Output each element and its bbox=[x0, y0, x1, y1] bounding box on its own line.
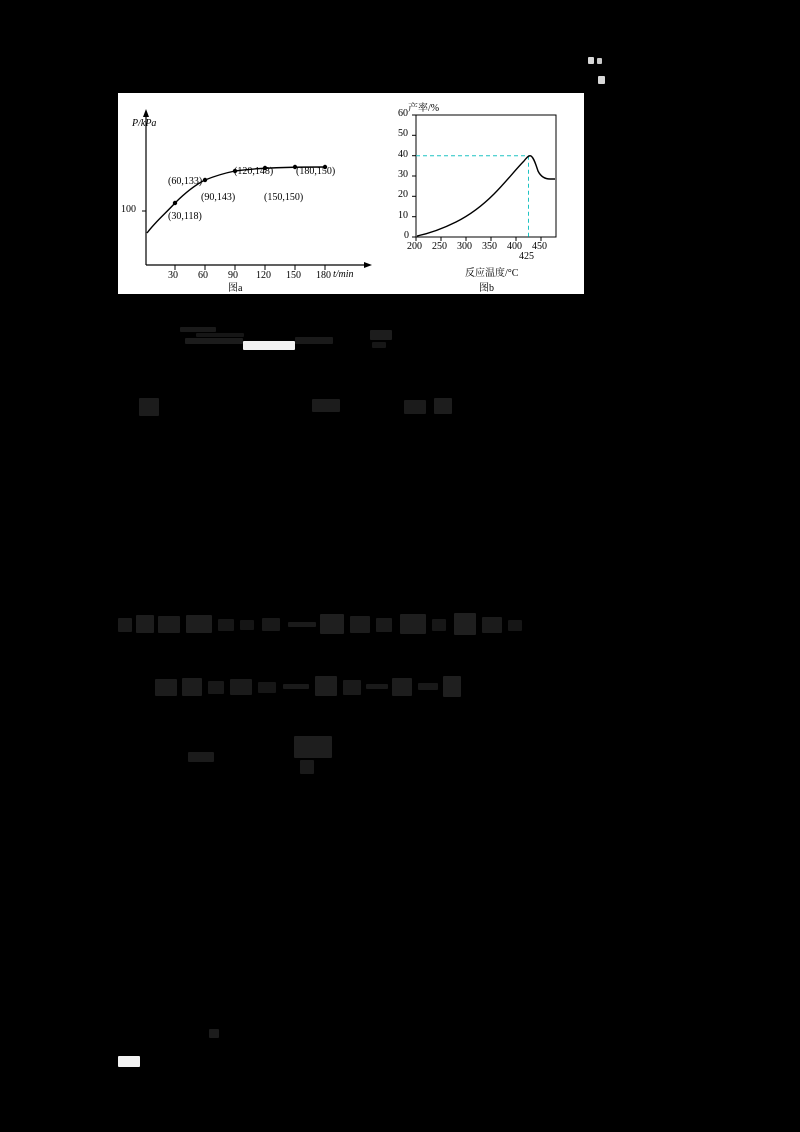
text-mark-line3-b bbox=[294, 736, 332, 758]
figure-panel bbox=[118, 93, 584, 294]
chart-b-ytick-30: 30 bbox=[398, 169, 408, 180]
equation2-mark-10 bbox=[392, 678, 412, 696]
equation2-mark-9 bbox=[366, 684, 388, 689]
mark-top-right-2 bbox=[597, 58, 602, 64]
chart-a-xtick-1: 60 bbox=[198, 270, 208, 281]
chart-b-ytick-50: 50 bbox=[398, 128, 408, 139]
chart-a-point-label-120: (120,148) bbox=[234, 166, 274, 177]
chart-b-xtick-250: 250 bbox=[432, 241, 447, 252]
text-mark-line3-a bbox=[188, 752, 214, 762]
chart-b-ytick-40: 40 bbox=[398, 149, 408, 160]
text-mark-line2-a bbox=[139, 398, 159, 416]
chart-a-xtick-5: 180 bbox=[316, 270, 331, 281]
text-mark-line1-e bbox=[295, 337, 333, 344]
text-mark-line2-c bbox=[404, 400, 426, 414]
equation-mark-8 bbox=[288, 622, 316, 627]
chart-b-xtick-350: 350 bbox=[482, 241, 497, 252]
chart-b-ytick-0: 0 bbox=[404, 230, 409, 241]
chart-b-caption: 图b bbox=[479, 283, 494, 294]
chart-b-xtick-450: 450 bbox=[532, 241, 547, 252]
equation-mark-12 bbox=[400, 614, 426, 634]
chart-a-ylabel: P/kPa bbox=[132, 118, 157, 129]
chart-a-xtick-0: 30 bbox=[168, 270, 178, 281]
chart-a-caption: 图a bbox=[228, 283, 243, 294]
equation2-mark-4 bbox=[230, 679, 252, 695]
chart-a-point-label-150: (150,150) bbox=[264, 192, 304, 203]
chart-a-xtick-4: 150 bbox=[286, 270, 301, 281]
mark-top-right-3 bbox=[598, 76, 605, 84]
equation-mark-4 bbox=[186, 615, 212, 633]
chart-b-xtick-400: 400 bbox=[507, 241, 522, 252]
text-mark-bottom-b bbox=[118, 1056, 140, 1067]
chart-a-xlabel: t/min bbox=[333, 269, 354, 280]
equation-mark-3 bbox=[158, 616, 180, 633]
equation2-mark-5 bbox=[258, 682, 276, 693]
chart-a-xtick-3: 120 bbox=[256, 270, 271, 281]
chart-b-annotation-425: 425 bbox=[519, 251, 534, 262]
chart-b-xtick-300: 300 bbox=[457, 241, 472, 252]
equation2-mark-3 bbox=[208, 681, 224, 694]
equation2-mark-7 bbox=[315, 676, 337, 696]
chart-b-ytick-20: 20 bbox=[398, 189, 408, 200]
chart-a-ytick-100: 100 bbox=[121, 204, 136, 215]
text-mark-line1-g bbox=[372, 342, 386, 348]
chart-a-point-label-60: (60,133) bbox=[168, 176, 203, 187]
text-mark-line1-d bbox=[243, 341, 295, 350]
chart-a bbox=[118, 93, 388, 294]
equation2-mark-12 bbox=[443, 676, 461, 697]
chart-a-xtick-2: 90 bbox=[228, 270, 238, 281]
equation2-mark-1 bbox=[155, 679, 177, 696]
chart-a-svg bbox=[118, 93, 388, 294]
equation-mark-1 bbox=[118, 618, 132, 632]
equation-mark-11 bbox=[376, 618, 392, 632]
equation-mark-13 bbox=[432, 619, 446, 631]
equation-mark-5 bbox=[218, 619, 234, 631]
chart-a-point-label-90: (90,143) bbox=[201, 192, 236, 203]
chart-a-point-label-30: (30,118) bbox=[168, 211, 202, 222]
chart-b bbox=[386, 93, 584, 294]
equation-mark-2 bbox=[136, 615, 154, 633]
equation2-mark-11 bbox=[418, 683, 438, 690]
chart-b-xlabel: 反应温度/°C bbox=[465, 268, 519, 279]
text-mark-line2-b bbox=[312, 399, 340, 412]
text-mark-line1-b bbox=[196, 333, 244, 337]
equation-mark-15 bbox=[482, 617, 502, 633]
text-mark-line2-d bbox=[434, 398, 452, 414]
text-mark-line1-f bbox=[370, 330, 392, 340]
chart-a-point-label-180: (180,150) bbox=[296, 166, 336, 177]
text-mark-line3-c bbox=[300, 760, 314, 774]
equation2-mark-8 bbox=[343, 680, 361, 695]
chart-b-xtick-200: 200 bbox=[407, 241, 422, 252]
equation2-mark-2 bbox=[182, 678, 202, 696]
equation-mark-16 bbox=[508, 620, 522, 631]
chart-b-ylabel: 产率/% bbox=[408, 103, 440, 114]
text-mark-bottom-a bbox=[209, 1029, 219, 1038]
chart-b-ytick-10: 10 bbox=[398, 210, 408, 221]
text-mark-line1-c bbox=[185, 338, 243, 344]
equation-mark-10 bbox=[350, 616, 370, 633]
text-mark-line1-a bbox=[180, 327, 216, 332]
equation-mark-7 bbox=[262, 618, 280, 631]
equation-mark-14 bbox=[454, 613, 476, 635]
equation2-mark-6 bbox=[283, 684, 309, 689]
equation-mark-6 bbox=[240, 620, 254, 630]
chart-b-ytick-60: 60 bbox=[398, 108, 408, 119]
mark-top-right-1 bbox=[588, 57, 594, 64]
equation-mark-9 bbox=[320, 614, 344, 634]
